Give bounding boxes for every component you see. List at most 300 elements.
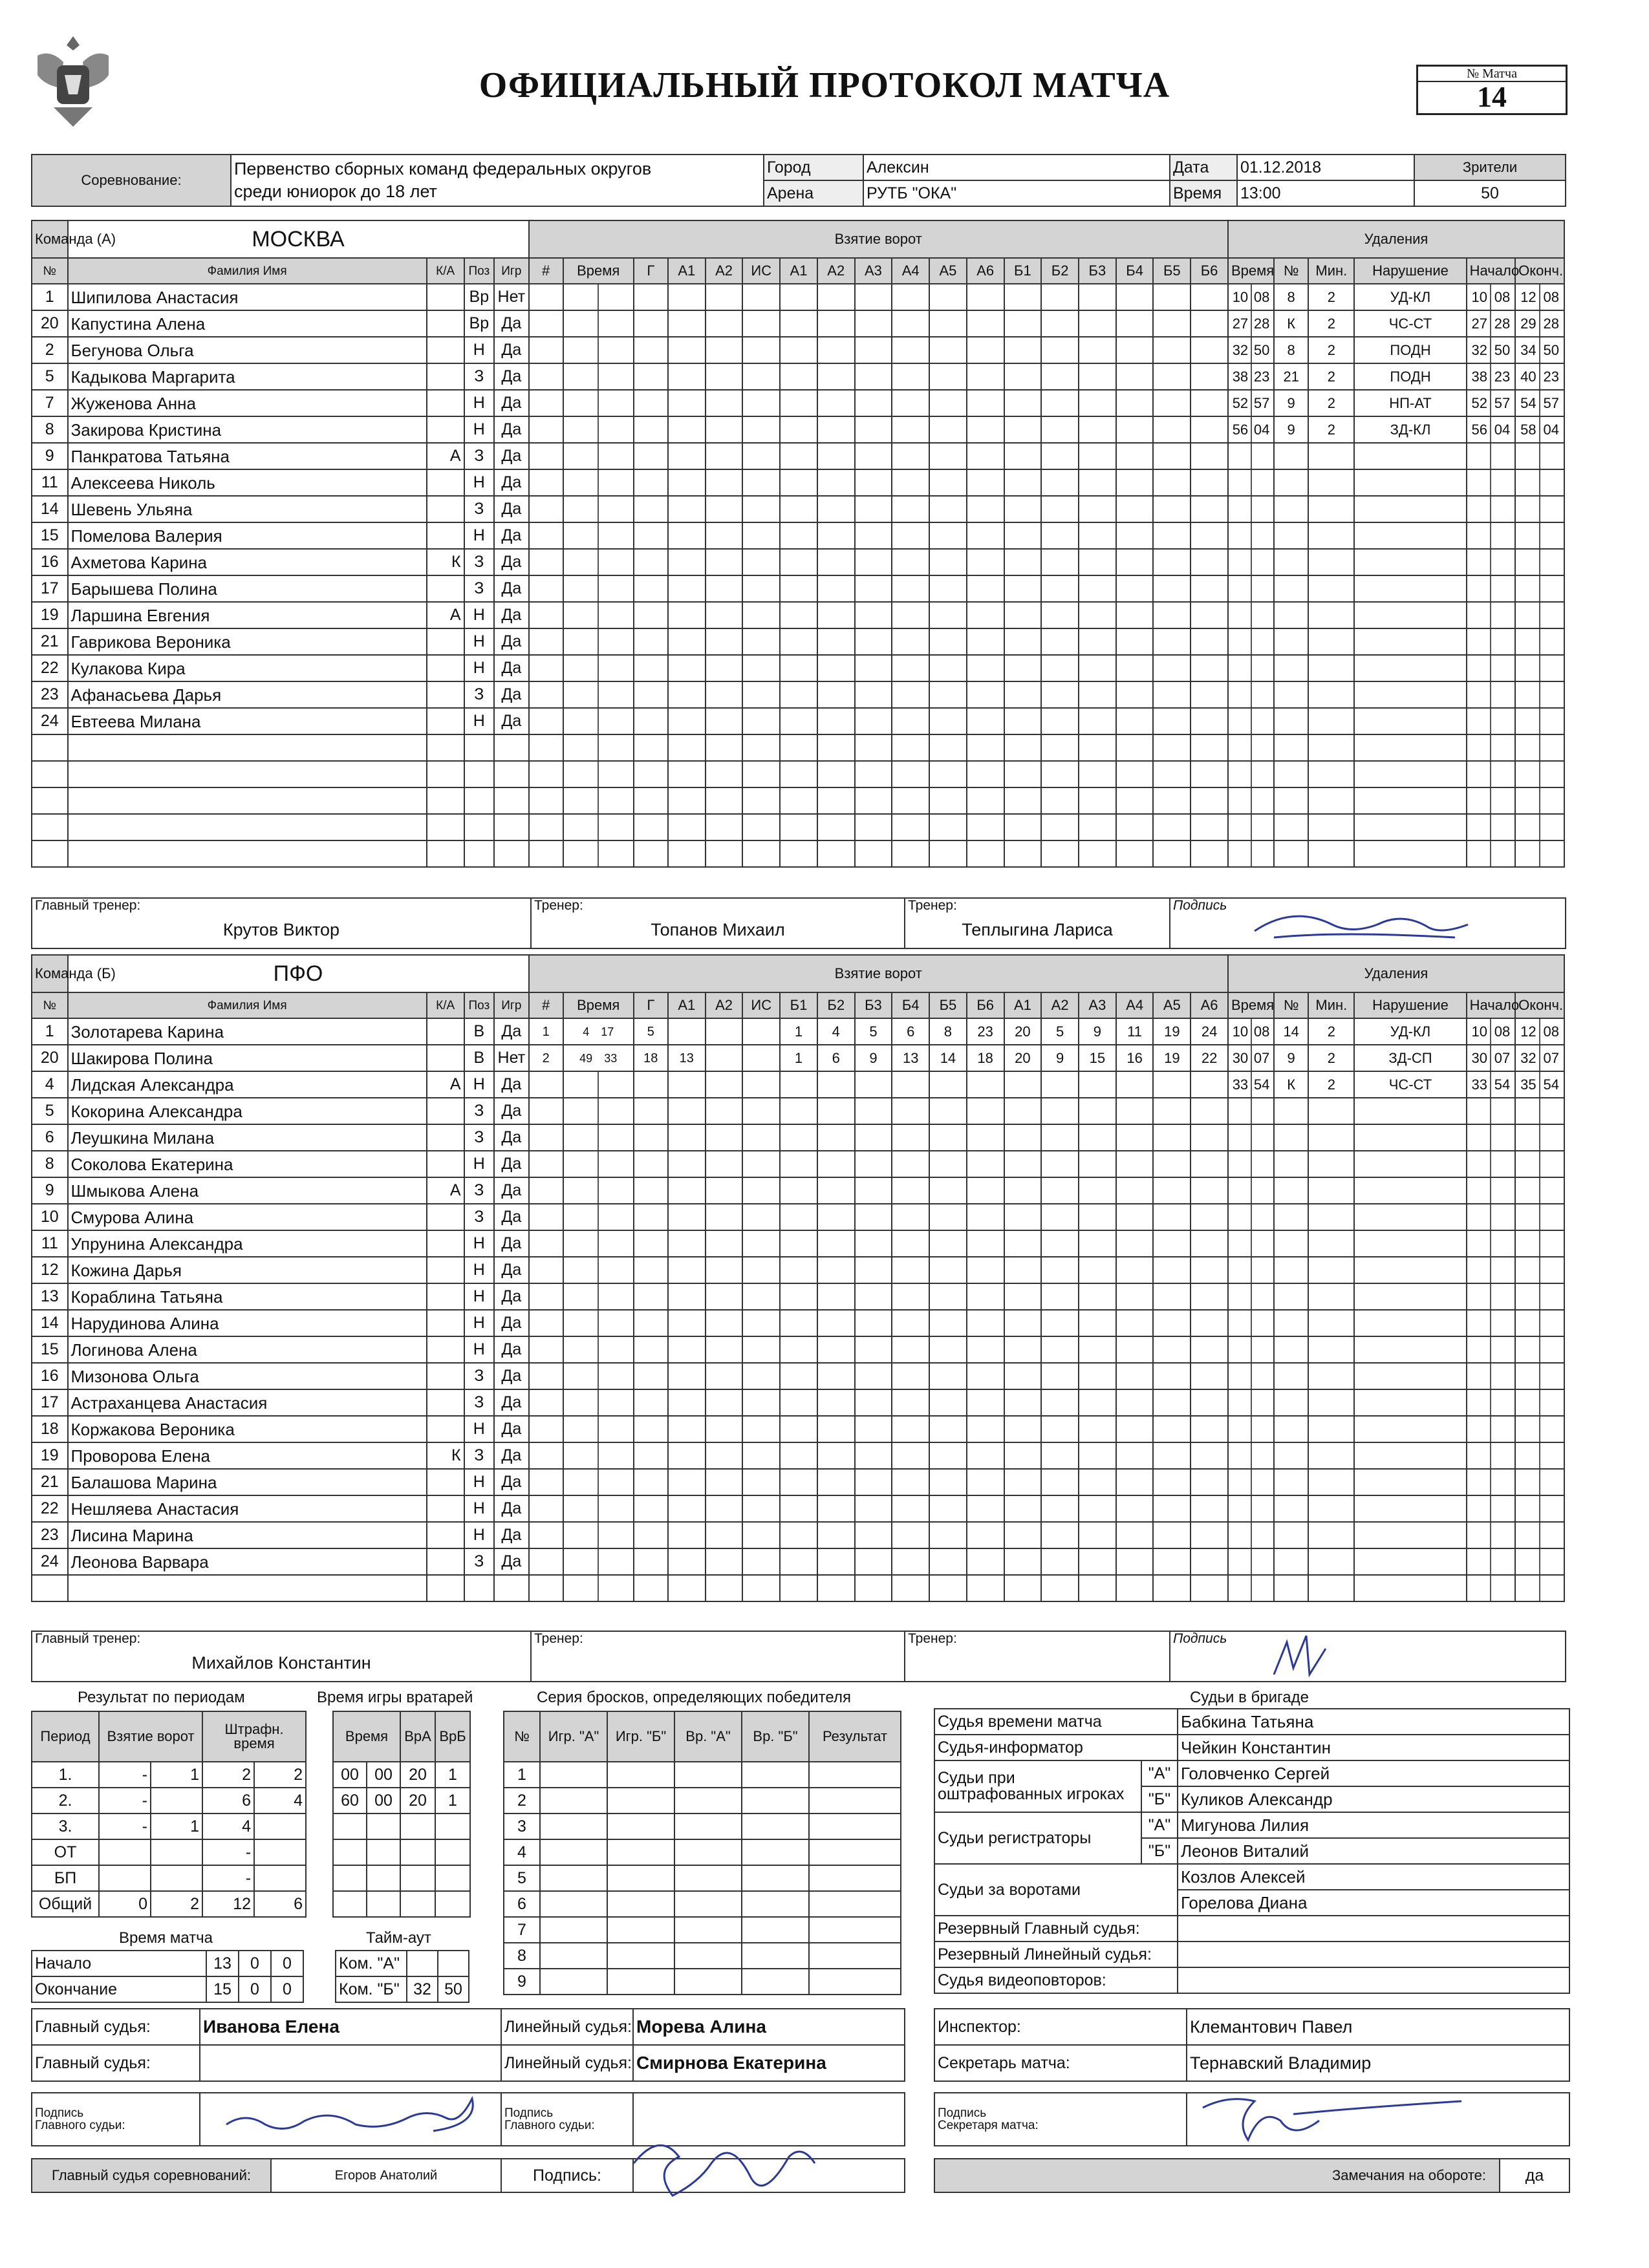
- on-ice-player: [1153, 390, 1191, 416]
- on-ice-player: [780, 814, 817, 840]
- player-name: Евтеева Милана: [68, 708, 427, 734]
- on-ice-player: [1116, 1151, 1154, 1177]
- on-ice-player: [1191, 522, 1228, 549]
- on-ice-player: [1116, 522, 1154, 549]
- shootout-cell: [674, 1839, 742, 1865]
- penalty-start: [1467, 840, 1516, 867]
- goal-scorer: [634, 1230, 668, 1257]
- on-ice-player: [929, 1363, 967, 1389]
- player-name: Шакирова Полина: [68, 1045, 427, 1071]
- penalty-foul: [1354, 1177, 1466, 1204]
- goal-time: [563, 575, 634, 602]
- penalty-start: [1467, 1098, 1516, 1124]
- registrar-b: Леонов Виталий: [1178, 1838, 1569, 1864]
- goal-assist-2: [706, 1151, 743, 1177]
- on-ice-player: [929, 1469, 967, 1495]
- goal-situation: [742, 814, 780, 840]
- on-ice-player: [1153, 1257, 1191, 1283]
- on-ice-player: [1004, 575, 1042, 602]
- penalty-player: [1274, 734, 1308, 761]
- on-ice-player: [855, 284, 892, 310]
- on-ice-player: 19: [1153, 1045, 1191, 1071]
- shootout-no: 3: [504, 1813, 540, 1839]
- penalty-end: 12 08: [1515, 284, 1564, 310]
- goal-assist-1: [668, 1071, 706, 1098]
- coach2-a: Тренер: Теплыгина Лариса: [905, 898, 1170, 948]
- player-name: [68, 814, 427, 840]
- on-ice-player: [780, 1071, 817, 1098]
- player-no: 10: [32, 1204, 68, 1230]
- penalty-player: [1274, 1283, 1308, 1310]
- table-row: [32, 496, 1564, 522]
- player-pos: З: [464, 1389, 495, 1416]
- goal-assist-2: [706, 1124, 743, 1151]
- on-ice-player: [1116, 549, 1154, 575]
- on-ice-player: [1079, 1416, 1116, 1442]
- line-ref-label-1: Линейный судья:: [501, 2009, 633, 2045]
- table-row: [32, 814, 1564, 840]
- on-ice-player: [1191, 1469, 1228, 1495]
- on-ice-player: [780, 1389, 817, 1416]
- table-row: [32, 310, 1564, 337]
- player-ka: [427, 787, 464, 814]
- goal-scorer: [634, 1151, 668, 1177]
- on-ice-player: [855, 443, 892, 469]
- team_a-pen-col-2: Мин.: [1308, 258, 1354, 284]
- remarks-table: [934, 2158, 1570, 2193]
- penalty-player: 9: [1274, 1045, 1308, 1071]
- player-no: 22: [32, 655, 68, 681]
- goal-situation: [742, 602, 780, 628]
- penalty-end: [1515, 602, 1564, 628]
- team_b-onice-col-2: Б3: [855, 992, 892, 1018]
- on-ice-player: [1041, 628, 1079, 655]
- on-ice-player: [817, 1336, 855, 1363]
- goal-no: [529, 496, 563, 522]
- player-pos: [464, 734, 495, 761]
- penalty-minutes: 2: [1308, 1018, 1354, 1045]
- on-ice-player: [1116, 1389, 1154, 1416]
- penalty-minutes: [1308, 1177, 1354, 1204]
- on-ice-player: [1079, 443, 1116, 469]
- on-ice-player: [817, 602, 855, 628]
- on-ice-player: [1116, 284, 1154, 310]
- player-ka: [427, 416, 464, 443]
- goal-scorer: [634, 1469, 668, 1495]
- goal-assist-1: [668, 1124, 706, 1151]
- goal-no: [529, 1283, 563, 1310]
- team_a-goal-col-3: А1: [668, 258, 706, 284]
- on-ice-player: 5: [1041, 1018, 1079, 1045]
- on-ice-player: [1116, 1442, 1154, 1469]
- player-no: 13: [32, 1283, 68, 1310]
- goal-time: [563, 469, 634, 496]
- video-judge-label: Судья видеоповторов:: [934, 1967, 1178, 1993]
- table-row: [32, 284, 1564, 310]
- shootout-cell: [540, 1865, 607, 1891]
- match-start-label: Начало: [32, 1951, 206, 1976]
- shootout-cell: [607, 1891, 674, 1917]
- on-ice-player: [1191, 1495, 1228, 1522]
- goal-time: [563, 814, 634, 840]
- on-ice-player: [1116, 1283, 1154, 1310]
- penalty-foul: [1354, 734, 1466, 761]
- penalty-time: [1228, 708, 1274, 734]
- penalty-minutes: [1308, 814, 1354, 840]
- goal-time: [563, 602, 634, 628]
- on-ice-player: [929, 469, 967, 496]
- on-ice-player: [967, 1230, 1004, 1257]
- goalie-row: [333, 1891, 470, 1917]
- penalty-time: [1228, 1336, 1274, 1363]
- player-name: [68, 761, 427, 787]
- on-ice-player: [1004, 496, 1042, 522]
- on-ice-player: [817, 1230, 855, 1257]
- penalty-start: 30 07: [1467, 1045, 1516, 1071]
- penalty-end: [1515, 1575, 1564, 1601]
- table-row: [32, 1416, 1564, 1442]
- goal-assist-1: [668, 496, 706, 522]
- penalty-foul: [1354, 628, 1466, 655]
- on-ice-player: [929, 575, 967, 602]
- team_b-onice-col-4: Б5: [929, 992, 967, 1018]
- shootout-cell: [809, 1865, 901, 1891]
- goal-assist-2: [706, 1548, 743, 1575]
- on-ice-player: [892, 628, 929, 655]
- team_b-col-igr: Игр: [494, 992, 528, 1018]
- period-goals-a: [99, 1839, 151, 1865]
- player-ka: А: [427, 1177, 464, 1204]
- player-igr: Да: [494, 681, 528, 708]
- player-no: 5: [32, 363, 68, 390]
- period-goals-a: -: [99, 1813, 151, 1839]
- on-ice-player: [780, 1336, 817, 1363]
- coach1-b: Тренер:: [531, 1631, 905, 1682]
- on-ice-player: [855, 1469, 892, 1495]
- goal-scorer: [634, 761, 668, 787]
- period-name: 3.: [32, 1813, 99, 1839]
- on-ice-player: [1004, 1230, 1042, 1257]
- on-ice-player: [929, 681, 967, 708]
- goal-no: [529, 1575, 563, 1601]
- player-pos: Н: [464, 1469, 495, 1495]
- player-igr: Да: [494, 1124, 528, 1151]
- team_a-onice-col-7: Б2: [1041, 258, 1079, 284]
- on-ice-player: [1116, 416, 1154, 443]
- goal-assist-1: [668, 655, 706, 681]
- on-ice-player: [780, 310, 817, 337]
- on-ice-player: [855, 549, 892, 575]
- goal-time: [563, 1575, 634, 1601]
- penalty-foul: [1354, 1522, 1466, 1548]
- penalty-player: [1274, 1416, 1308, 1442]
- on-ice-player: [967, 734, 1004, 761]
- shootout-no: 7: [504, 1917, 540, 1943]
- table-row: [32, 1310, 1564, 1336]
- on-ice-player: [855, 602, 892, 628]
- team_b-penalties-header: Удаления: [1228, 955, 1564, 992]
- on-ice-player: [855, 1442, 892, 1469]
- team_a-onice-col-8: Б3: [1079, 258, 1116, 284]
- on-ice-player: [1079, 1575, 1116, 1601]
- player-name: Золотарева Карина: [68, 1018, 427, 1045]
- on-ice-player: [892, 1230, 929, 1257]
- on-ice-player: [967, 628, 1004, 655]
- goal-situation: [742, 1442, 780, 1469]
- table-row: [32, 1389, 1564, 1416]
- goal-time: [563, 655, 634, 681]
- on-ice-player: [1004, 363, 1042, 390]
- on-ice-player: [1041, 1495, 1079, 1522]
- on-ice-player: [929, 1071, 967, 1098]
- on-ice-player: [892, 1522, 929, 1548]
- on-ice-player: [1004, 1310, 1042, 1336]
- penalty-start: [1467, 708, 1516, 734]
- period-name: 1.: [32, 1762, 99, 1788]
- goal-scorer: [634, 655, 668, 681]
- player-igr: Да: [494, 1230, 528, 1257]
- goal-assist-1: [668, 628, 706, 655]
- on-ice-player: [929, 655, 967, 681]
- shootout-cell: [540, 1891, 607, 1917]
- player-pos: Н: [464, 655, 495, 681]
- goal-scorer: [634, 1177, 668, 1204]
- on-ice-player: [1116, 1548, 1154, 1575]
- on-ice-player: [892, 814, 929, 840]
- penalty-foul: [1354, 1389, 1466, 1416]
- player-ka: А: [427, 443, 464, 469]
- on-ice-player: [892, 1442, 929, 1469]
- player-name: Астраханцева Анастасия: [68, 1389, 427, 1416]
- on-ice-player: [1191, 443, 1228, 469]
- on-ice-player: [1116, 1336, 1154, 1363]
- on-ice-player: [892, 1283, 929, 1310]
- on-ice-player: [1004, 1416, 1042, 1442]
- player-ka: [427, 522, 464, 549]
- goal-scorer: [634, 1204, 668, 1230]
- on-ice-player: [1153, 363, 1191, 390]
- player-igr: [494, 814, 528, 840]
- goal-scorer: [634, 284, 668, 310]
- penalty-time: 56 04: [1228, 416, 1274, 443]
- on-ice-player: [892, 416, 929, 443]
- goal-time: [563, 390, 634, 416]
- penalty-foul: [1354, 1151, 1466, 1177]
- penalty-end: 34 50: [1515, 337, 1564, 363]
- goal-situation: [742, 284, 780, 310]
- on-ice-player: [967, 310, 1004, 337]
- goal-no: [529, 1151, 563, 1177]
- signature-a: Подпись: [1170, 898, 1566, 948]
- on-ice-player: [929, 1098, 967, 1124]
- goal-assist-1: [668, 1575, 706, 1601]
- shootout-col-2: Игр. "Б": [607, 1711, 674, 1762]
- goal-time: [563, 310, 634, 337]
- table-row: [32, 655, 1564, 681]
- on-ice-player: [1004, 761, 1042, 787]
- goal-no: [529, 840, 563, 867]
- period-goals-b: 1: [151, 1762, 202, 1788]
- on-ice-player: [967, 443, 1004, 469]
- player-pos: З: [464, 496, 495, 522]
- shootout-cell: [809, 1943, 901, 1969]
- on-ice-player: [1191, 1177, 1228, 1204]
- on-ice-player: [1153, 1522, 1191, 1548]
- player-ka: К: [427, 549, 464, 575]
- goal-situation: [742, 1124, 780, 1151]
- goal-time: [563, 1548, 634, 1575]
- on-ice-player: [855, 1098, 892, 1124]
- table-row: [32, 1495, 1564, 1522]
- penalty-minutes: [1308, 1389, 1354, 1416]
- penalty-start: [1467, 681, 1516, 708]
- penalty-minutes: [1308, 840, 1354, 867]
- goalie-row: [333, 1865, 470, 1891]
- on-ice-player: [855, 1204, 892, 1230]
- on-ice-player: [967, 787, 1004, 814]
- table-row: [32, 787, 1564, 814]
- on-ice-player: [1191, 575, 1228, 602]
- comp-chief-name: Егоров Анатолий: [271, 2159, 501, 2192]
- penalty-start: [1467, 1548, 1516, 1575]
- penalty-end: 32 07: [1515, 1045, 1564, 1071]
- penalty-player: [1274, 1522, 1308, 1548]
- team-b-table: [31, 954, 1565, 1602]
- goal-situation: [742, 734, 780, 761]
- on-ice-player: [1041, 761, 1079, 787]
- team_a-onice-col-10: Б5: [1153, 258, 1191, 284]
- period-goals-b: 2: [151, 1891, 202, 1917]
- on-ice-player: [892, 1310, 929, 1336]
- penalty-foul: [1354, 1283, 1466, 1310]
- on-ice-player: [1116, 655, 1154, 681]
- on-ice-player: [929, 1548, 967, 1575]
- player-igr: Да: [494, 708, 528, 734]
- goal-assist-1: [668, 310, 706, 337]
- penalty-start: [1467, 1522, 1516, 1548]
- on-ice-player: [892, 310, 929, 337]
- team_b-onice-col-7: А2: [1041, 992, 1079, 1018]
- shootout-no: 8: [504, 1943, 540, 1969]
- timekeeper-name: Бабкина Татьяна: [1178, 1709, 1569, 1735]
- penalty-end: [1515, 1548, 1564, 1575]
- goal-time: [563, 840, 634, 867]
- goalie-cell: 1: [435, 1762, 470, 1788]
- on-ice-player: [817, 628, 855, 655]
- player-no: [32, 787, 68, 814]
- on-ice-player: [1004, 549, 1042, 575]
- goal-scorer: [634, 1575, 668, 1601]
- penalty-player: [1274, 1575, 1308, 1601]
- date-value: 01.12.2018: [1237, 155, 1414, 180]
- penalty-start: [1467, 787, 1516, 814]
- on-ice-player: [967, 1469, 1004, 1495]
- on-ice-player: [1153, 469, 1191, 496]
- on-ice-player: [1153, 708, 1191, 734]
- on-ice-player: [817, 1204, 855, 1230]
- team_a-label: Команда (А): [32, 220, 68, 258]
- on-ice-player: [1041, 1389, 1079, 1416]
- on-ice-player: [892, 1548, 929, 1575]
- on-ice-player: [929, 1151, 967, 1177]
- on-ice-player: [1153, 1151, 1191, 1177]
- player-igr: [494, 734, 528, 761]
- goal-scorer: [634, 734, 668, 761]
- on-ice-player: [1004, 602, 1042, 628]
- on-ice-player: [855, 840, 892, 867]
- goal-no: [529, 1469, 563, 1495]
- penalty-player: [1274, 1098, 1308, 1124]
- goal-assist-1: [668, 416, 706, 443]
- announcer-label: Судья-информатор: [934, 1735, 1178, 1760]
- player-no: 17: [32, 1389, 68, 1416]
- match-number-box: [1416, 65, 1568, 115]
- on-ice-player: [967, 549, 1004, 575]
- on-ice-player: [967, 1071, 1004, 1098]
- on-ice-player: [1004, 1336, 1042, 1363]
- player-pos: З: [464, 363, 495, 390]
- shootout-cell: [607, 1788, 674, 1813]
- goal-assist-1: [668, 1416, 706, 1442]
- goal-situation: [742, 496, 780, 522]
- on-ice-player: [967, 708, 1004, 734]
- penalty-time: [1228, 496, 1274, 522]
- goal-assist-2: [706, 708, 743, 734]
- team_a-onice-col-1: А2: [817, 258, 855, 284]
- team_b-onice-col-3: Б4: [892, 992, 929, 1018]
- shootout-cell: [742, 1788, 809, 1813]
- main-ref-2: [200, 2045, 501, 2081]
- on-ice-player: [1153, 522, 1191, 549]
- goalie-time-title: Время игры вратарей: [317, 1689, 473, 1706]
- period-pen-a: 12: [202, 1891, 254, 1917]
- shootout-no: 1: [504, 1762, 540, 1788]
- line-ref-1: Морева Алина: [633, 2009, 905, 2045]
- penalty-minutes: [1308, 1416, 1354, 1442]
- player-no: 7: [32, 390, 68, 416]
- team_b-onice-col-9: А4: [1116, 992, 1154, 1018]
- on-ice-player: [780, 681, 817, 708]
- on-ice-player: [1079, 549, 1116, 575]
- player-name: Нарудинова Алина: [68, 1310, 427, 1336]
- penalty-start: [1467, 1151, 1516, 1177]
- player-ka: [427, 1230, 464, 1257]
- periods-title: Результат по периодам: [78, 1689, 245, 1706]
- on-ice-player: [855, 1310, 892, 1336]
- goal-assist-2: [706, 1204, 743, 1230]
- goal-situation: [742, 310, 780, 337]
- player-no: 18: [32, 1416, 68, 1442]
- table-row: [32, 1151, 1564, 1177]
- on-ice-player: [855, 1124, 892, 1151]
- penalty-time: 10 08: [1228, 1018, 1274, 1045]
- on-ice-player: [1153, 681, 1191, 708]
- penalty-minutes: [1308, 734, 1354, 761]
- goal-situation: [742, 1098, 780, 1124]
- goal-scorer: [634, 1336, 668, 1363]
- shootout-cell: [674, 1969, 742, 1995]
- player-no: 14: [32, 1310, 68, 1336]
- on-ice-player: [929, 734, 967, 761]
- goal-assist-1: [668, 1336, 706, 1363]
- penalty-time: [1228, 1283, 1274, 1310]
- table-row: [32, 1442, 1564, 1469]
- player-igr: Да: [494, 363, 528, 390]
- goal-no: [529, 1495, 563, 1522]
- goal-assist-1: [668, 681, 706, 708]
- player-name: Барышева Полина: [68, 575, 427, 602]
- goal-assist-2: [706, 416, 743, 443]
